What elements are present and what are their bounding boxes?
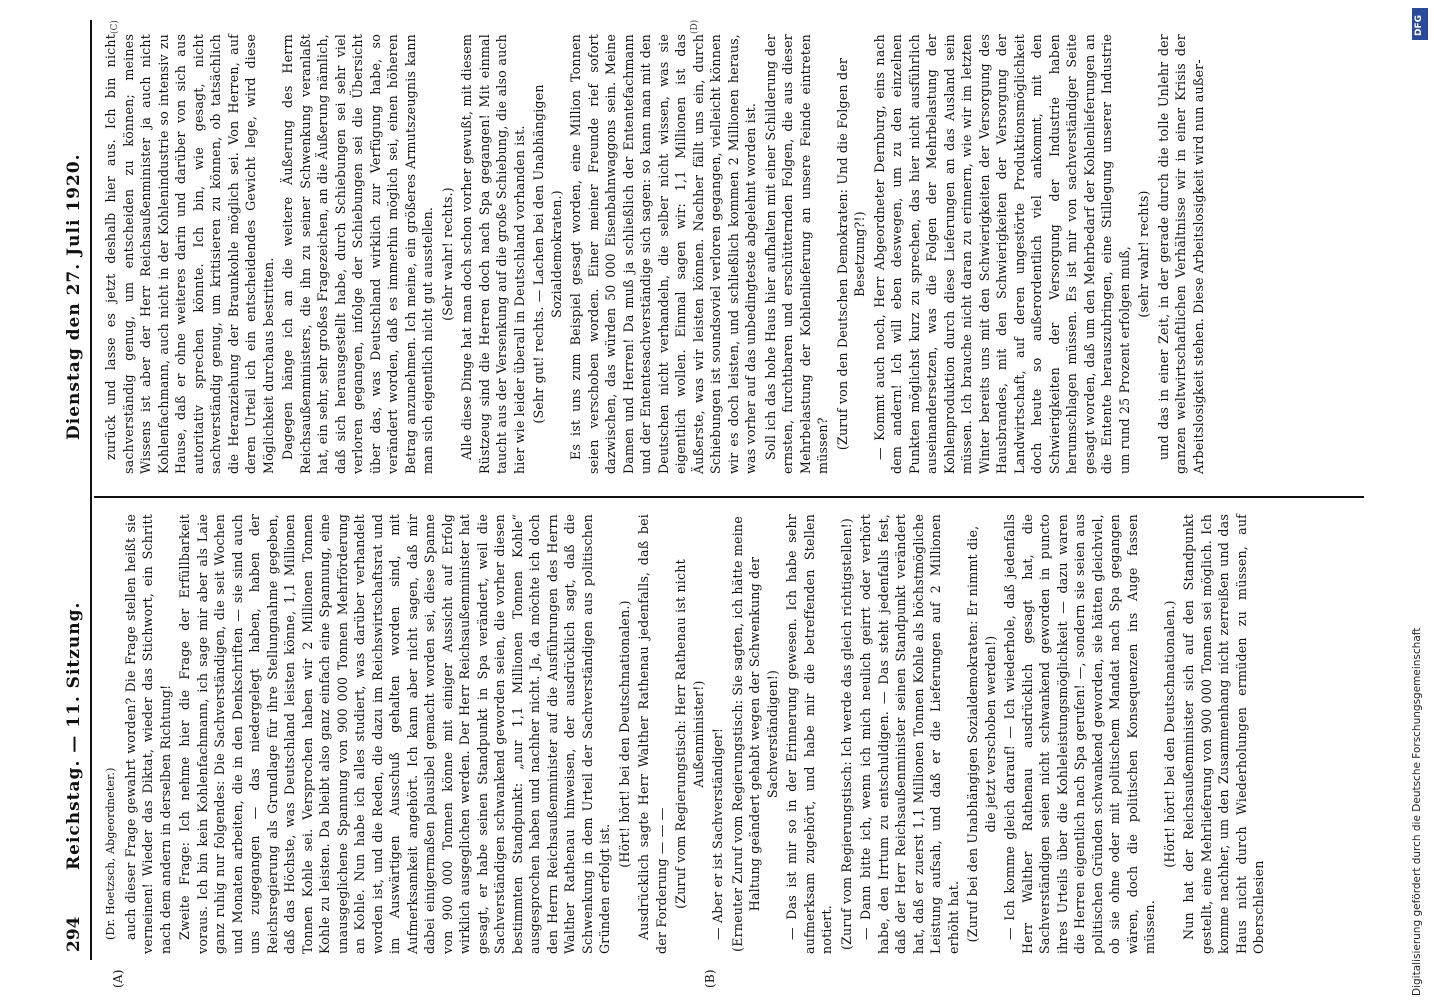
paragraph: — Ich komme gleich darauf! — Ich wiederhole, daß jedenfalls Herr Walther Rathenau ausdrücklich gesagt hat, die Sachverständigen seien nicht schwankend geworden in puncto ihres Urteils über die Kohleleistungsmöglichkeit — dazu waren die Herren eigentlich nach Spa gerufen! —, sondern sie seien aus politischen Gründen schwankend geworden, sie hätten gleichviel, ob sie ohne oder mit politischem Mandat nach Spa gegangen wären, doch die politischen Konsequenzen ins Auge fassen müssen. [1002,514,1157,954]
paragraph: Zweite Frage: Ich nehme hier die Frage der Erfüllbarkeit voraus. Ich bin kein Kohlenfachmann, ich sage mir aber als Laie ganz ruhig nur folgendes: Die Sachverständigen, die seit Wochen und Monaten arbeiten, die in den Denkschriften — sie sind auch uns zugegangen — das niedergelegt haben, haben der Reichsregierung als Grundlage für ihre Stellungnahme gegeben, daß das Höchste, was Deutschland leisten könne, 1,1 Millionen Tonnen Kohle sei. Versprochen haben wir 2 Millionen Tonnen Kohle zu leisten. Da bleibt also ganz einfach eine Spannung, eine unausgeglichene Spannung von 900 000 Tonnen Mehrförderung an Kohle. Nun habe ich alles studiert, was darüber verhandelt worden ist, und die Reden, die dazu im Reichswirtschaftsrat und im Auswärtigen Ausschuß gehalten worden sind, mit Aufmerksamkeit angehört. Ich kann aber nicht sagen, daß mir dabei einigermaßen plausibel gemacht worden sei, diese Spanne von 900 000 Tonnen könne mit einiger Aussicht auf Erfolg wirklich ausgeglichen werden. Der Herr Reichsaußenminister hat gesagt, er habe seinen Standpunkt in Spa verändert, weil die Sachverständigen schwankend geworden seien, die vorher diesen bestimmten Standpunkt: „nur 1,1 Millionen Tonnen Kohle“ ausgesprochen haben und nachher nicht. Ja, da möchte ich doch den Herrn Reichsaußenminister auf die Ausführungen des Herrn Walther Rathenau hinweisen, der ausdrücklich sagt, daß die Schwenkung in dem Urteil der Sachverständigen aus politischen Gründen erfolgt ist. [177,514,612,954]
paragraph: Es ist uns zum Beispiel gesagt worden, eine Million Tonnen seien verschoben worden. Einer meiner Freunde rief sofort dazwischen, das würden 50 000 Eisenbahnwaggons sein. Meine Damen und Herren! Da muß ja schließlich der Ententefachmann und der Ententesachverständige sich sagen: so kann man mit den Deutschen nicht verhandeln, die selber nicht wissen, was sie eigentlich wollen. Einmal sagen wir: 1,1 Millionen ist das Äußerste, was wir leisten können. Nachher fällt uns ein, durch Schiebungen ist soundsoviel verloren gegangen, vielleicht können wir es doch leisten, und schließlich kommen 2 Millionen heraus, was vorher auf das unbedingteste abgelehnt worden ist. [568,34,758,474]
paragraph: Dagegen hänge ich an die weitere Äußerung des Herrn Reichsaußenministers, die ihn zu seiner Schwenkung veranlaßt hat, ein sehr, sehr großes Fragezeichen, an die Äußerung nämlich, daß sich herausgestellt habe, durch Schiebungen sei sehr viel verloren gegangen, infolge der Schiebungen sei die Übersicht über das, was Deutschland wirklich zur Verfügung habe, so verändert worden, daß es immerhin möglich sei, einen höheren Betrag anzunehmen. Ich meine, ein größeres Armutszeugnis kann man sich eigentlich nicht gut ausstellen. [280,34,435,474]
interjection: (Zuruf vom Regierungstisch: Herr Rathenau ist nicht Außenminister!) [673,559,706,909]
paragraph: — Aber er ist Sachverständiger! [710,727,725,940]
dfg-logo: DFG [1412,8,1428,40]
paragraph: — Kommt auch noch, Herr Abgeordneter Dernburg, eins nach dem andern! Ich will eben deswegen, um zu den einzelnen Punkten möglichst kurz zu sprechen, das hier nicht ausführlich auseinandersetzen, was die Folgen der Mehrbelastung der Kohlenproduktion durch diese Lieferungen an das Ausland sein müssen. Ich brauche nicht daran zu erinnern, wie wir im letzten Winter bereits uns mit den Schwierigkeiten der Versorgung des Hausbrandes, mit den Schwierigkeiten der Versorgung der Landwirtschaft, auf deren ungestörte Produktionsmöglichkeit doch heute so außerordentlich viel ankommt, mit den Schwierigkeiten der Versorgung der Industrie haben herumschlagen müssen. Es ist mir von sachverständiger Seite gesagt worden, daß um den Mehrbedarf der Kohlenlieferungen an die Entente herauszubringen, eine Stillegung unserer Industrie um rund 25 Prozent erfolgen muß, [871,34,1132,474]
paragraph: Nun hat der Reichsaußenminister sich auf den Standpunkt gestellt, eine Mehrlieferung von 900 000 Tonnen sei möglich. Ich komme nachher, um den Zusammenhang nicht zerreißen und das Haus nicht durch Wiederholungen ermüden zu müssen, auf Oberschlesien [1181,514,1266,954]
interjection: (Hört! hört! bei den Deutschnationalen.) [1161,600,1177,868]
interjection: (Hört! hört! bei den Deutschnationalen.) [616,600,632,868]
speaker-line: (Dr. Hoetzsch, Abgeordneter.) [104,767,117,940]
column-divider [94,496,1364,498]
marker-c: (C) [110,20,120,34]
marker-b: (B) [703,969,717,988]
header-right-title: Dienstag den 27. Juli 1920. [64,153,84,440]
page-header [50,20,92,960]
interjection: (Zuruf vom Regierungstisch: Ich werde das gleich richtigstellen!) [838,517,854,951]
left-column-body [102,514,1268,954]
paragraph: — Das ist mir so in der Erinnerung gewesen. Ich habe sehr aufmerksam zugehört, und habe mir die betreffenden Stellen notiert. [784,514,834,954]
interjection: (sehr wahr! rechts) [1136,190,1151,318]
right-column [102,34,1209,474]
paragraph: Alle diese Dinge hat man doch schon vorher gewußt, mit diesem Rüstzeug sind die Herren doch nach Spa gegangen! Mit einmal taucht aus der Versenkung auf die große Schiebung, die also auch hier wie leider überall in Deutschland vorhanden ist. [459,34,527,474]
left-column [102,514,1270,988]
marker-a: (A) [111,969,125,988]
paragraph: auch dieser Frage gewahrt worden? Die Frage stellen heißt sie verneinen! Wieder das Diktat, wieder das Stichwort, ein Schritt nach dem andern in derselben Richtung! [122,514,173,954]
marker-d: (D) [690,19,700,34]
paragraph: zurück und lasse es jetzt deshalb hier aus. Ich bin nicht sachverständig genug, um entscheiden zu können; meines Wissens ist aber der Herr Reichsaußenminister ja auch nicht Kohlenfachmann, auch nicht in der Kohlenindustrie so intensiv zu Hause, daß er ohne weiteres darin und darüber von sich aus autoritativ sprechen könnte. Ich bin, wie gesagt, nicht sachverständig genug, um kritisieren zu können, ob tatsächlich die Heranziehung der Braunkohle möglich sei. Von Herren, auf deren Urteil ich ein entscheidendes Gewicht lege, wird diese Möglichkeit durchaus bestritten. [103,34,276,474]
digitization-sidebar [1408,0,1434,1000]
paragraph: — Dann bitte ich, wenn ich mich neulich geirrt oder verhört habe, den Irrtum zu entschuldigen. — Das steht jedenfalls fest, daß der Herr Reichsaußenminister seinen Standpunkt verändert hat, daß er zuerst 1,1 Millionen Tonnen Kohle als höchstmögliche Leistung aufsah, und daß er die Lieferungen auf 2 Millionen erhöht hat. [858,514,961,954]
interjection: (Zuruf bei den Unabhängigen Sozialdemokraten: Er nimmt die, die jetzt verschoben werden!) [965,525,998,943]
scanned-page [50,19,1390,988]
paragraph: Soll ich das hohe Haus hier aufhalten mit einer Schilderung der ernsten, furchtbaren und erschütternden Folgen, die aus dieser Mehrbelastung der Kohlenlieferung an unsere Feinde eintreten müssen? [762,34,830,474]
interjection: (Sehr wahr! rechts.) [439,187,455,321]
interjection: (Zuruf von den Deutschen Demokraten: Und die Folgen der Besetzung?!) [834,57,867,451]
right-column-body [102,34,1207,474]
interjection: (Sehr gut! rechts. — Lachen bei den Unabhängigen Sozialdemokraten.) [531,84,564,424]
page-number: 294 [64,916,84,952]
digitization-notice: Digitalisierung gefördert durch die Deutsche Forschungsgemeinschaft [1411,627,1423,996]
header-left-title: Reichstag. — 11. Sitzung. [64,601,84,870]
paragraph: und das in einer Zeit, in der gerade durch die tolle Unlehr der ganzen weltwirtschaftlichen Verhältnisse wir in einer Krisis der Arbeitslosigkeit stehen. Diese Arbeitslosigkeit wird nun außer- [1155,34,1206,474]
interjection: (Erneuter Zuruf vom Regierungstisch: Sie sagten, ich hätte meine Haltung geändert gehabt wegen der Schwenkung der Sachverständigen!) [729,516,780,952]
paragraph: Ausdrücklich sagte Herr Walther Rathenau jedenfalls, daß bei der Forderung — — — [636,514,669,954]
